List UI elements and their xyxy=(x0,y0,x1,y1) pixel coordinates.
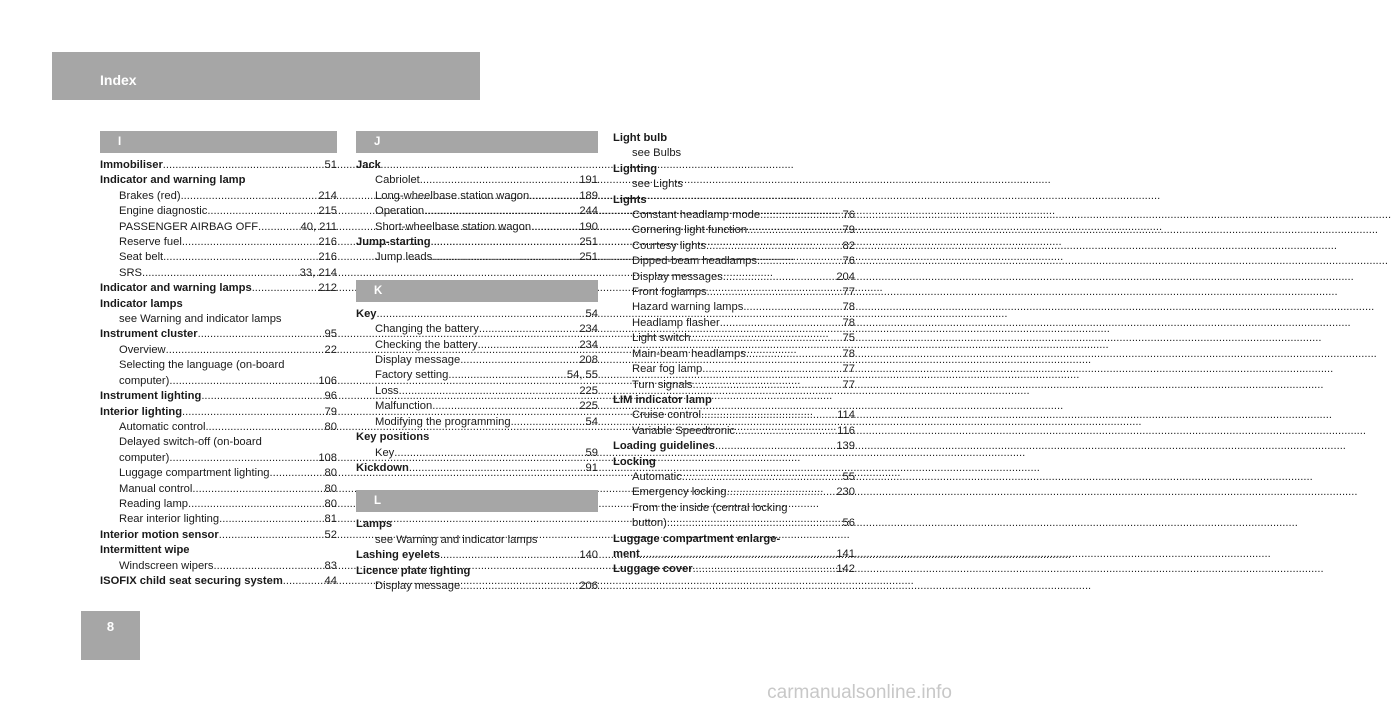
index-subentry[interactable]: Short-wheelbase station wagon ..... 190 xyxy=(356,220,598,235)
index-entry[interactable]: Lashing eyelets ..... 140 xyxy=(356,548,598,563)
index-subentry[interactable]: Display message ..... 206 xyxy=(356,579,598,594)
index-subentry[interactable]: Modifying the programming ..... 54 xyxy=(356,415,598,430)
index-entry[interactable]: ment ..... 141 xyxy=(613,547,855,562)
index-heading: Indicator and warning lamp xyxy=(100,174,246,187)
index-subentry[interactable]: Luggage compartment lighting ..... 80 xyxy=(100,466,337,481)
index-subentry[interactable]: SRS ..... 33, 214 xyxy=(100,266,337,281)
index-subentry[interactable]: Jump leads ..... 251 xyxy=(356,250,598,265)
index-subentry[interactable]: Courtesy lights ..... 82 xyxy=(613,239,855,254)
index-column-2 xyxy=(356,131,598,594)
index-subentry[interactable]: Windscreen wipers ..... 83 xyxy=(100,559,337,574)
index-subentry[interactable]: Checking the battery ..... 234 xyxy=(356,338,598,353)
index-see-reference[interactable]: see Bulbs xyxy=(632,147,682,160)
index-subentry[interactable]: Factory setting ..... 54, 55 xyxy=(356,368,598,383)
index-heading: Indicator lamps xyxy=(100,297,183,310)
index-heading: Luggage compartment enlarge- xyxy=(613,532,781,545)
index-subentry[interactable]: Key ..... 59 xyxy=(356,446,598,461)
index-subentry[interactable]: Automatic control ..... 80 xyxy=(100,420,337,435)
index-subentry[interactable]: Overview ..... 22 xyxy=(100,343,337,358)
index-see-reference[interactable]: see Lights xyxy=(632,178,683,191)
index-see-reference[interactable]: see Warning and indicator lamps xyxy=(375,533,538,546)
index-subentry[interactable]: Cornering light function ..... 79 xyxy=(613,223,855,238)
index-heading: LIM indicator lamp xyxy=(613,393,712,406)
index-subentry[interactable]: Rear interior lighting ..... 81 xyxy=(100,512,337,527)
index-heading: Jack xyxy=(356,159,381,171)
watermark: carmanualsonline.info xyxy=(767,682,952,703)
index-subentry[interactable]: Front foglamps ..... 77 xyxy=(613,285,855,300)
index-subentry-line: From the inside (central locking xyxy=(632,501,788,514)
section-header-l: L xyxy=(356,490,598,512)
index-heading: Licence plate lighting xyxy=(356,564,471,577)
index-subentry[interactable]: Constant headlamp mode ..... 76 xyxy=(613,208,855,223)
index-column-1 xyxy=(100,131,337,589)
index-subentry[interactable]: computer) ..... 106 xyxy=(100,374,337,389)
index-subentry[interactable]: Loss ..... 225 xyxy=(356,384,598,399)
index-entry[interactable]: Luggage cover ..... 142 xyxy=(613,562,855,577)
index-subentry[interactable]: Changing the battery ..... 234 xyxy=(356,322,598,337)
section-header-i: I xyxy=(100,131,337,153)
index-subentry[interactable]: Hazard warning lamps ..... 78 xyxy=(613,300,855,315)
index-subentry[interactable]: Headlamp flasher ..... 78 xyxy=(613,316,855,331)
index-entry[interactable]: Immobiliser ..... 51 xyxy=(100,158,337,173)
index-heading: Locking xyxy=(613,455,656,468)
index-subentry[interactable]: Operation ..... 244 xyxy=(356,204,598,219)
index-entry[interactable]: Indicator and warning lamps ..... 212 xyxy=(100,281,337,296)
section-header-j: J xyxy=(356,131,598,153)
index-subentry[interactable]: Cabriolet ..... 191 xyxy=(356,173,598,188)
index-subentry[interactable]: Brakes (red) ..... 214 xyxy=(100,189,337,204)
index-subentry[interactable]: Display messages ..... 204 xyxy=(613,270,855,285)
index-heading: Lights xyxy=(613,193,647,206)
index-subentry[interactable]: Seat belt ..... 216 xyxy=(100,250,337,265)
index-heading: Lamps xyxy=(356,518,393,531)
index-heading: Light bulb xyxy=(613,132,668,144)
index-entry[interactable]: Loading guidelines ..... 139 xyxy=(613,439,855,454)
index-heading: Lighting xyxy=(613,162,658,175)
index-subentry[interactable]: Display message ..... 208 xyxy=(356,353,598,368)
index-subentry[interactable]: Reserve fuel ..... 216 xyxy=(100,235,337,250)
index-subentry[interactable]: Light switch ..... 75 xyxy=(613,331,855,346)
index-see-reference[interactable]: see Warning and indicator lamps xyxy=(119,313,282,326)
index-entry[interactable]: Key ..... 54 xyxy=(356,307,598,322)
index-subentry-line: Delayed switch-off (on-board xyxy=(119,436,262,449)
index-entry[interactable]: Interior lighting ..... 79 xyxy=(100,405,337,420)
index-subentry[interactable]: Engine diagnostic ..... 215 xyxy=(100,204,337,219)
index-entry[interactable]: Instrument cluster ..... 95 xyxy=(100,327,337,342)
header-bar xyxy=(52,52,480,100)
section-header-k: K xyxy=(356,280,598,302)
page-number-box xyxy=(81,611,140,660)
index-subentry[interactable]: Reading lamp ..... 80 xyxy=(100,497,337,512)
index-subentry[interactable]: button) ..... 56 xyxy=(613,516,855,531)
index-subentry[interactable]: Malfunction ..... 225 xyxy=(356,399,598,414)
index-heading: Intermittent wipe xyxy=(100,544,190,557)
index-subentry[interactable]: Cruise control ..... 114 xyxy=(613,408,855,423)
index-subentry[interactable]: Automatic ..... 55 xyxy=(613,470,855,485)
index-entry[interactable]: Interior motion sensor ..... 52 xyxy=(100,528,337,543)
index-entry[interactable]: Kickdown ..... 91 xyxy=(356,461,598,476)
index-entry[interactable]: Jump-starting ..... 251 xyxy=(356,235,598,250)
index-subentry[interactable]: Dipped-beam headlamps ..... 76 xyxy=(613,254,855,269)
page-number: 8 xyxy=(106,619,115,634)
index-column-3 xyxy=(613,131,855,578)
index-subentry[interactable]: computer) ..... 108 xyxy=(100,451,337,466)
index-entry[interactable]: Instrument lighting ..... 96 xyxy=(100,389,337,404)
index-subentry[interactable]: Long-wheelbase station wagon ..... 189 xyxy=(356,189,598,204)
index-subentry[interactable]: Rear fog lamp ..... 77 xyxy=(613,362,855,377)
index-entry[interactable]: ISOFIX child seat securing system ..... 44 xyxy=(100,574,337,589)
index-subentry[interactable]: PASSENGER AIRBAG OFF ..... 40, 211 xyxy=(100,220,337,235)
index-subentry[interactable]: Manual control ..... 80 xyxy=(100,482,337,497)
index-subentry[interactable]: Emergency locking ..... 230 xyxy=(613,485,855,500)
index-subentry[interactable]: Variable Speedtronic ..... 116 xyxy=(613,424,855,439)
index-subentry[interactable]: Turn signals ..... 77 xyxy=(613,378,855,393)
index-subentry-line: Selecting the language (on-board xyxy=(119,359,285,372)
index-subentry[interactable]: Main-beam headlamps ..... 78 xyxy=(613,347,855,362)
index-heading: Key positions xyxy=(356,431,430,444)
page-title: Index xyxy=(100,72,137,88)
